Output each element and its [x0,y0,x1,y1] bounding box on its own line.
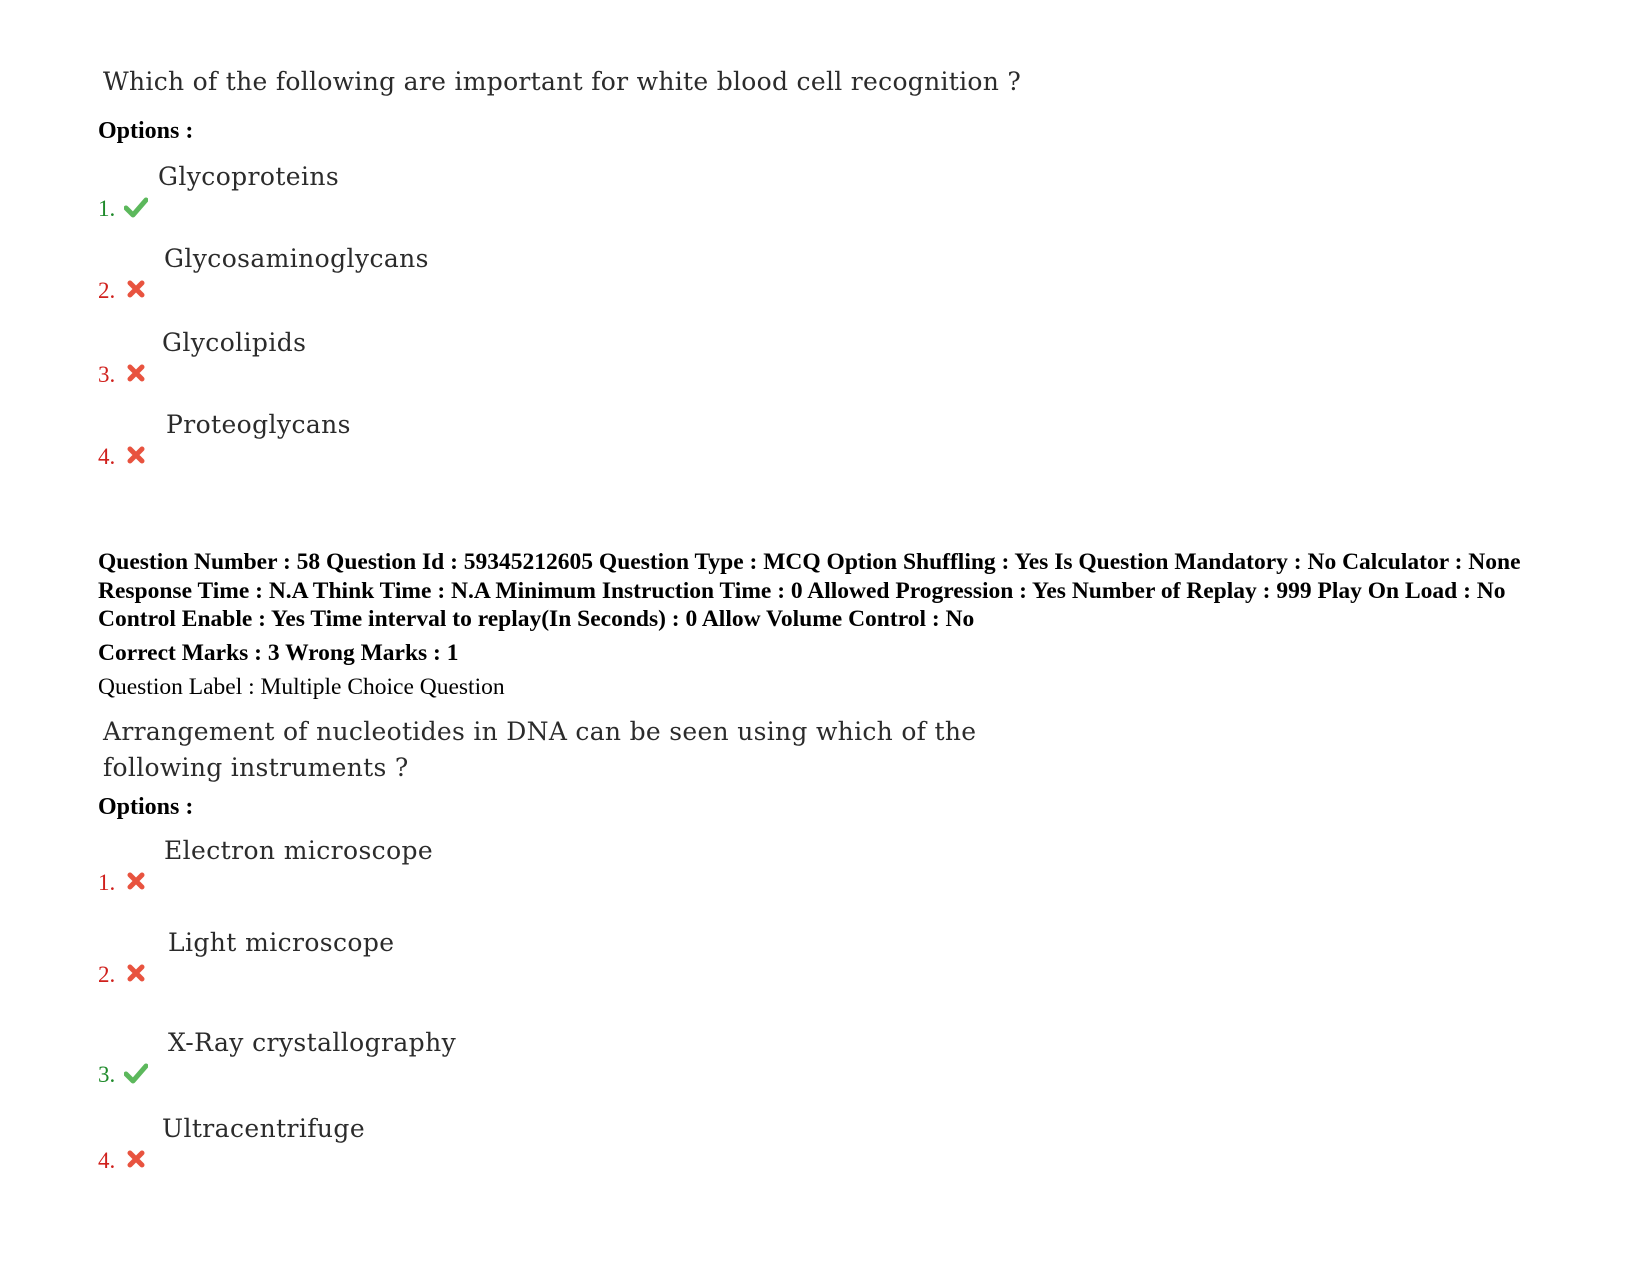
question-metadata: Question Number : 58 Question Id : 59345212605 Question Type : MCQ Option Shuffling : Yes Is Question Mandatory : No Calculator : None Response Time : N.A Think Time : N.A Minimum Instruction Time : 0 Allowed Progression : Yes Number of Replay : 999 Play On Load : No Control Enable : Yes Time interval to replay(In Seconds) : 0 Allow Volume Control : No [98,549,1521,632]
option-text: Glycoproteins [158,162,340,191]
question-text [103,714,976,786]
option-number: 3. [98,362,116,387]
option-number: 2. [98,278,116,303]
option-number: 2. [98,962,116,987]
question-text-line-1: Arrangement of nucleotides in DNA can be seen using which of the [103,717,977,746]
option-1 [98,162,798,222]
option-3 [98,328,798,388]
option-number: 1. [98,870,116,895]
cross-icon [124,362,148,384]
option-number: 4. [98,1148,116,1173]
option-text: Proteoglycans [166,410,351,439]
option-4 [98,410,798,470]
check-icon [124,1062,148,1084]
option-1 [98,836,798,896]
option-4 [98,1114,798,1174]
option-text: Ultracentrifuge [162,1114,366,1143]
cross-icon [124,870,148,892]
question-label: Question Label : Multiple Choice Question [98,674,505,700]
option-text: X-Ray crystallography [168,1028,457,1057]
cross-icon [124,1148,148,1170]
option-number: 4. [98,444,116,469]
cross-icon [124,962,148,984]
option-2 [98,244,798,304]
question-text: Which of the following are important for white blood cell recognition ? [103,67,1022,96]
option-text: Glycosaminoglycans [164,244,429,273]
question-text-line-2: following instruments ? [103,753,409,782]
cross-icon [124,444,148,466]
options-label: Options : [98,794,194,820]
option-3 [98,1028,798,1088]
option-number: 3. [98,1062,116,1087]
option-text: Electron microscope [164,836,434,865]
cross-icon [124,278,148,300]
options-label: Options : [98,118,194,144]
option-2 [98,928,798,988]
option-text: Light microscope [168,928,395,957]
option-text: Glycolipids [162,328,307,357]
option-number: 1. [98,196,116,221]
check-icon [124,196,148,218]
marks-info: Correct Marks : 3 Wrong Marks : 1 [98,640,459,666]
